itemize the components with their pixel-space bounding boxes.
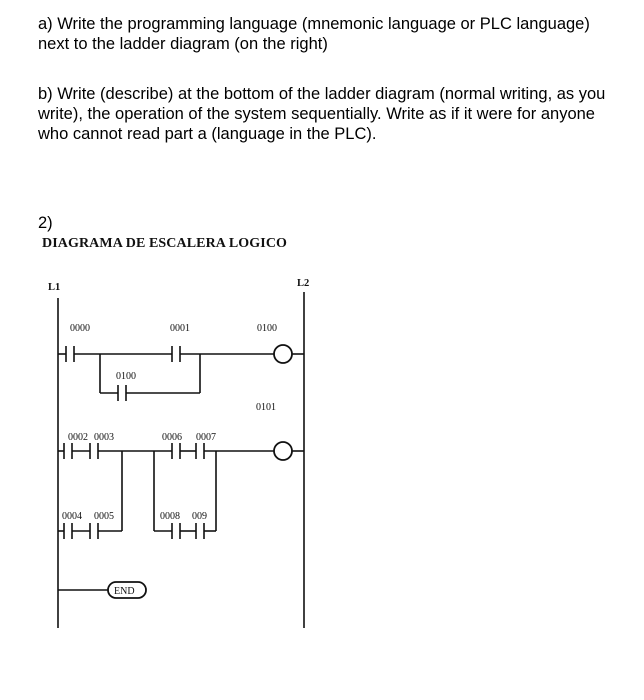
rung-1 bbox=[58, 323, 304, 413]
label-0006: 0006 bbox=[162, 432, 182, 443]
contact-0004 bbox=[64, 523, 72, 539]
label-0002: 0002 bbox=[68, 432, 88, 443]
left-rail-label: L1 bbox=[48, 282, 61, 293]
contact-0006 bbox=[172, 443, 180, 459]
contact-009 bbox=[196, 523, 204, 539]
contact-0003 bbox=[90, 443, 98, 459]
rung-2 bbox=[58, 432, 304, 539]
contact-0002 bbox=[64, 443, 72, 459]
question-part-b: b) Write (describe) at the bottom of the ladder diagram (normal writing, as you write), the operation of the system sequentially. Write as if it were for anyone who cannot read part a (language in the PLC). bbox=[38, 85, 606, 143]
label-coil-0100: 0100 bbox=[257, 323, 277, 334]
label-0008: 0008 bbox=[160, 511, 180, 522]
label-0003: 0003 bbox=[94, 432, 114, 443]
question-number: 2) bbox=[38, 214, 53, 232]
right-rail-label: L2 bbox=[297, 278, 310, 289]
label-0000: 0000 bbox=[70, 323, 90, 334]
question-part-a: a) Write the programming language (mnemonic language or PLC language) next to the ladder diagram (on the right) bbox=[38, 15, 590, 53]
contact-0008 bbox=[172, 523, 180, 539]
label-seal-0100: 0100 bbox=[116, 371, 136, 382]
label-009: 009 bbox=[192, 511, 207, 522]
label-0007: 0007 bbox=[196, 432, 216, 443]
contact-0001 bbox=[172, 346, 180, 362]
label-0004: 0004 bbox=[62, 511, 82, 522]
coil-rung-2 bbox=[274, 442, 292, 460]
contact-0000 bbox=[66, 346, 74, 362]
diagram-title: DIAGRAMA DE ESCALERA LOGICO bbox=[42, 236, 288, 251]
contact-0005 bbox=[90, 523, 98, 539]
coil-0100 bbox=[274, 345, 292, 363]
contact-0007 bbox=[196, 443, 204, 459]
label-0005: 0005 bbox=[94, 511, 114, 522]
label-coil-0101: 0101 bbox=[256, 402, 276, 413]
seal-contact-0100 bbox=[118, 385, 126, 401]
label-0001: 0001 bbox=[170, 323, 190, 334]
end-rung bbox=[58, 582, 146, 598]
end-label: END bbox=[114, 586, 135, 597]
